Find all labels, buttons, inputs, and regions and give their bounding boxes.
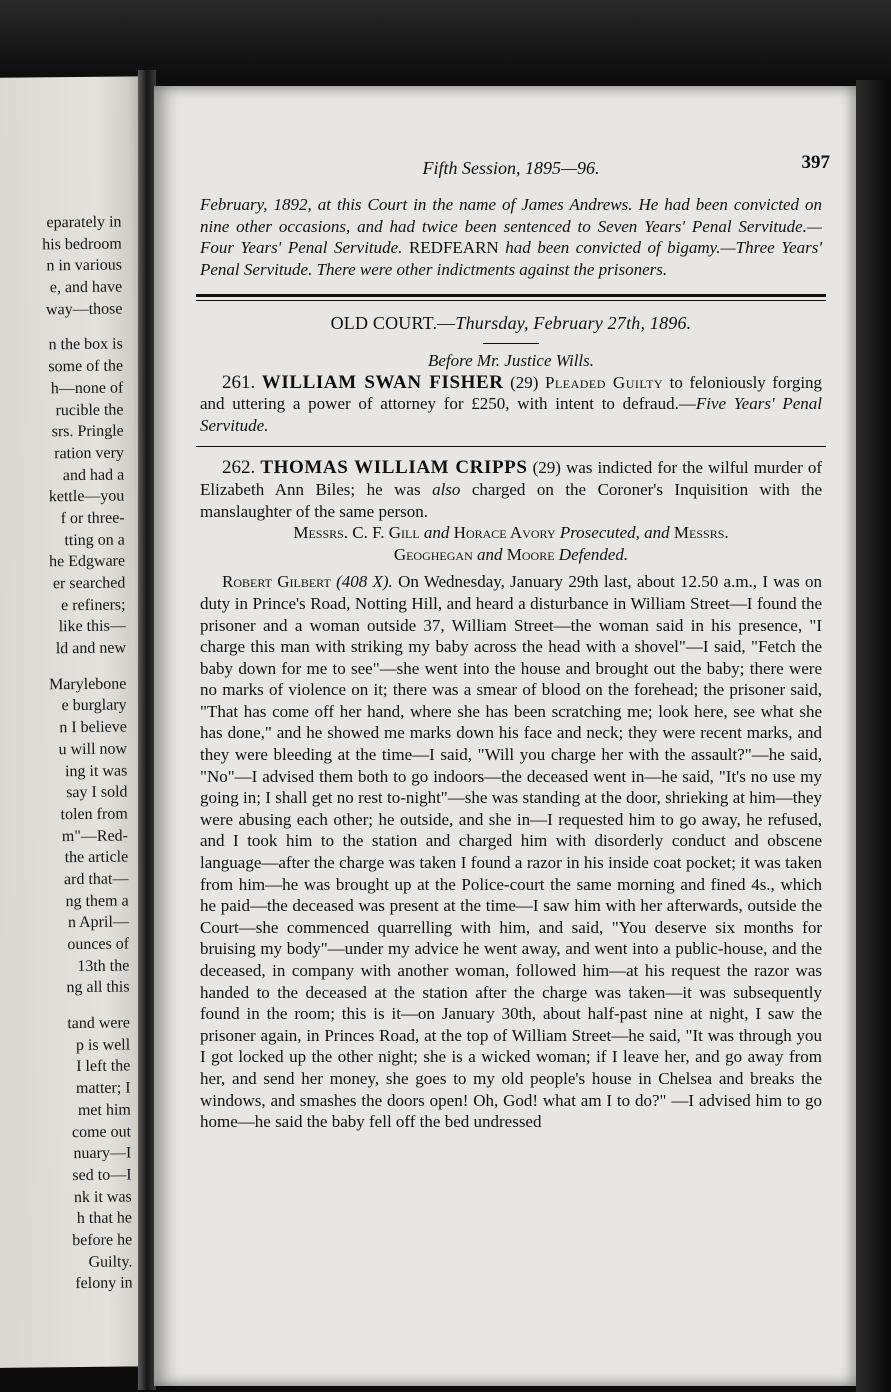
charge-text-b: charged on the Coroner's Inquisition with the manslaughter of the same person.	[200, 479, 823, 521]
left-page-line: n I believe	[59, 718, 127, 737]
prosecuted-label: Prosecuted, and	[559, 523, 670, 543]
case-262	[200, 457, 822, 522]
left-page-line: come out	[71, 1122, 132, 1141]
witness-id: (408 X).	[336, 572, 393, 592]
left-page-text-fragments	[0, 212, 133, 1296]
left-page-line: n in various	[46, 256, 123, 275]
witness-name: Robert Gilbert	[222, 572, 331, 592]
running-head	[200, 152, 830, 188]
counsel-and: and	[423, 523, 450, 543]
prosecution-counsel: Messrs. C. F. Gill	[293, 523, 420, 543]
previous-case-conclusion	[200, 194, 822, 280]
left-page-line: tand were	[67, 1014, 130, 1033]
defendant-age: (29)	[510, 372, 539, 392]
left-page-line: the article	[64, 848, 129, 867]
charge-also: also	[432, 479, 461, 499]
defendant-age: (29)	[532, 458, 561, 478]
left-page-line: way—those	[45, 300, 123, 319]
left-page-line: kettle—you	[48, 487, 125, 506]
court-name: OLD COURT.—	[330, 313, 456, 334]
left-page-line	[0, 320, 123, 335]
session-title: Fifth Session, 1895—96.	[422, 158, 600, 178]
previous-case-text-part2: had been convicted of bigamy.—Three Years' Penal Servitude. There were other indictments against the prisoners.	[200, 238, 822, 279]
charge-text: to feloniously forging and uttering a power of attorney for £250, with intent to defraud.—	[200, 372, 823, 414]
left-page-line: nuary—I	[73, 1144, 132, 1163]
previous-case-defendant: REDFEARN	[408, 238, 499, 258]
left-page-line	[0, 999, 130, 1014]
left-page-line: ld and new	[55, 639, 127, 658]
left-page-line: tting on a	[64, 531, 125, 549]
left-page-line: ng all this	[66, 978, 130, 997]
left-page-line: I left the	[76, 1057, 131, 1076]
previous-case-text-part1: February, 1892, at this Court in the name of James Andrews. He had been convicted on nine other occasions, and had twice been sentenced to Seven Years' Penal Servitude.—Four Years' Penal Servitude.	[200, 195, 822, 258]
left-page-line: m"—Red-	[61, 827, 129, 845]
left-page-line: matter; I	[75, 1079, 131, 1098]
left-page-line: 13th the	[77, 957, 130, 975]
page-content	[200, 152, 830, 1133]
defence-messrs: Messrs.	[673, 523, 729, 543]
judge-line: Before Mr. Justice Wills.	[427, 350, 595, 370]
left-page-line: ounces of	[67, 935, 130, 954]
left-page-line: tolen from	[60, 805, 128, 824]
left-page-line: nk it was	[73, 1188, 132, 1206]
left-page-line: and had a	[62, 466, 125, 484]
case-number: 262.	[222, 457, 256, 479]
left-page-line: er searched	[52, 574, 126, 593]
charge-text-a: was indicted for the wilful murder of Elizabeth Ann Biles; he was	[200, 458, 822, 499]
left-page-line: ing it was	[64, 761, 128, 780]
left-page-line: e refiners;	[61, 596, 126, 614]
left-page-line: h—none of	[50, 379, 124, 398]
section-divider	[196, 294, 826, 301]
testimony-text: On Wednesday, January 29th last, about 12.50 a.m., I was on duty in Prince's Road, Notting Hill, and heard a disturbance in William Street—I found the prisoner and a woman outside 37, William Street—the woman said in his presence, "I charge this man with striking my baby across the head with a shovel"—I said, "Fetch the baby down for me to see"—she went into the house and brought out the baby; there were no marks of violence on it; there was a smear of blood on the forehead; the prisoner said, "That has come off her hand, where she has been scratching me; look here, see what she has done," and he showed me marks down his face and neck; they were recent marks, and they were bleeding at the time—I said, "Will you charge her with the assault?"—he said, "No"—I advised them both to go indoors—the deceased went in—he said, "It's no use my going in; I shall get no rest to-night"—she was standing at the door, shrieking at him—they were abusing each other; he outside, and she in—I requested him to go away, he refused, and I took him to the station and charged him with disorderly conduct and obscene language—after the charge was taken I found a razor in his inside coat pocket; it was taken from him—he was brought up at the Police-court the same morning and fined 4s., which he paid—the deceased was present at the time—I saw him with her afterwards, outside the Court—she commenced quarrelling with him, and said, "You deserve six months for bruising my body"—under my advice he went away, and went into a public-house, and the deceased, in company with another woman, followed him—at his request the razor was handed to the deceased at the station after the charge was taken—it was subsequently found in the room; this is it—on January 30th, about half-past nine at night, I saw the prisoner again, in Princes Road, at the top of William Street—he said, "It was through you I got locked up the other night; she is a wicked woman; if I leave her, and go away from her, and send her money, she goes to my old people's house in Chelsea and breaks the windows, and smashes the doors open! Oh, God! what am I to do?" —I advised him to go home—he said the baby fell off the bed undressed	[200, 572, 822, 1132]
left-page-line: like this—	[58, 617, 126, 636]
left-page-line: n April—	[67, 913, 129, 932]
left-page-line: some of the	[48, 357, 124, 376]
defendant-name: WILLIAM SWAN FISHER	[261, 371, 504, 393]
short-divider	[483, 343, 539, 344]
left-page-line: p is well	[75, 1036, 131, 1054]
left-page-line: he Edgware	[49, 552, 126, 571]
left-page-line: his bedroom	[42, 235, 122, 254]
defended-label: Defended.	[558, 544, 629, 564]
left-page-line: say I sold	[66, 783, 128, 802]
left-page-line: u will now	[58, 740, 128, 759]
left-page-line: rucible the	[55, 401, 124, 419]
defendant-name: THOMAS WILLIAM CRIPPS	[260, 457, 528, 479]
witness-testimony	[200, 571, 822, 1132]
left-page-line: e burglary	[61, 696, 127, 715]
plea: Pleaded Guilty	[544, 372, 664, 392]
left-page-line: h that he	[76, 1209, 133, 1228]
left-page-line: before he	[72, 1231, 133, 1250]
left-page-line: ration very	[54, 444, 125, 463]
defence-counsel-2: Moore	[506, 544, 555, 564]
counsel-line	[200, 522, 822, 565]
left-page-line: sed to—I	[72, 1166, 132, 1184]
left-page-line: ng them a	[65, 892, 129, 910]
counsel-and-2: and	[477, 544, 503, 564]
left-page-line: n the box is	[48, 335, 123, 354]
page-number: 397	[801, 152, 830, 173]
left-page-line: Marylebone	[48, 675, 127, 694]
defence-counsel: Geoghegan	[393, 544, 473, 564]
left-page-line: Guilty.	[88, 1253, 133, 1271]
left-page-line	[0, 659, 126, 674]
prosecution-counsel-2: Horace Avory	[453, 523, 556, 543]
case-number: 261.	[222, 371, 256, 393]
right-page	[154, 86, 856, 1386]
left-page-line: eparately in	[46, 213, 122, 232]
left-page-line: e, and have	[49, 278, 123, 297]
left-page-line: met him	[77, 1101, 131, 1119]
sentence: Five Years' Penal Servitude.	[200, 394, 822, 435]
case-divider	[196, 446, 826, 447]
case-261	[200, 372, 822, 437]
left-page-line: srs. Pringle	[51, 422, 124, 441]
left-page-line: felony in	[75, 1274, 133, 1293]
left-page-line: ard that—	[63, 870, 129, 889]
court-heading	[200, 313, 822, 335]
left-page	[0, 76, 158, 1368]
scan-background-right	[856, 80, 891, 1392]
court-date: Thursday, February 27th, 1896.	[455, 313, 692, 334]
left-page-line: f or three-	[60, 509, 125, 528]
